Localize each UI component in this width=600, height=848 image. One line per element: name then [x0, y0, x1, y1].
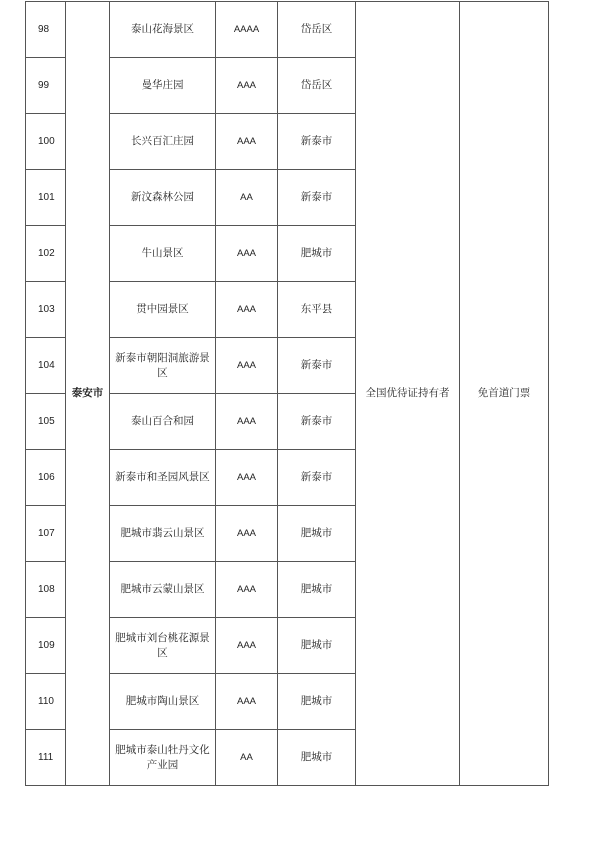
row-number: 98: [26, 2, 66, 58]
scenic-level: AAAA: [216, 2, 278, 58]
table-row: [26, 2, 549, 58]
scenic-level: AAA: [216, 394, 278, 450]
scenic-level: AAA: [216, 226, 278, 282]
table-body: [26, 2, 549, 786]
scenic-spot-name: 曼华庄园: [110, 58, 216, 114]
scenic-level: AAA: [216, 282, 278, 338]
scenic-spot-name: 肥城市翡云山景区: [110, 506, 216, 562]
scenic-level: AAA: [216, 674, 278, 730]
row-number: 103: [26, 282, 66, 338]
scenic-spot-name: 新泰市朝阳洞旅游景区: [110, 338, 216, 394]
row-number: 102: [26, 226, 66, 282]
district-cell: 岱岳区: [278, 2, 356, 58]
eligible-group-cell: 全国优待证持有者: [356, 2, 460, 786]
scenic-spot-name: 新汶森林公园: [110, 170, 216, 226]
district-cell: 新泰市: [278, 338, 356, 394]
row-number: 105: [26, 394, 66, 450]
row-number: 99: [26, 58, 66, 114]
scenic-level: AA: [216, 170, 278, 226]
district-cell: 肥城市: [278, 618, 356, 674]
district-cell: 肥城市: [278, 562, 356, 618]
scenic-level: AAA: [216, 114, 278, 170]
scenic-spot-name: 肥城市云蒙山景区: [110, 562, 216, 618]
scenic-spot-name: 牛山景区: [110, 226, 216, 282]
scenic-spot-name: 肥城市泰山牡丹文化产业园: [110, 730, 216, 786]
row-number: 110: [26, 674, 66, 730]
district-cell: 肥城市: [278, 730, 356, 786]
scenic-spot-name: 肥城市陶山景区: [110, 674, 216, 730]
district-cell: 肥城市: [278, 226, 356, 282]
row-number: 101: [26, 170, 66, 226]
scenic-level: AAA: [216, 58, 278, 114]
scenic-level: AAA: [216, 506, 278, 562]
scenic-spot-name: 贯中园景区: [110, 282, 216, 338]
district-cell: 肥城市: [278, 506, 356, 562]
row-number: 106: [26, 450, 66, 506]
row-number: 109: [26, 618, 66, 674]
district-cell: 新泰市: [278, 394, 356, 450]
scenic-spot-name: 泰山百合和园: [110, 394, 216, 450]
district-cell: 新泰市: [278, 450, 356, 506]
scenic-level: AAA: [216, 450, 278, 506]
row-number: 108: [26, 562, 66, 618]
row-number: 100: [26, 114, 66, 170]
scenic-level: AAA: [216, 562, 278, 618]
row-number: 107: [26, 506, 66, 562]
district-cell: 新泰市: [278, 114, 356, 170]
scenic-level: AAA: [216, 618, 278, 674]
scenic-level: AA: [216, 730, 278, 786]
benefit-cell: 免首道门票: [460, 2, 549, 786]
scenic-spot-name: 长兴百汇庄园: [110, 114, 216, 170]
district-cell: 东平县: [278, 282, 356, 338]
city-cell: 泰安市: [66, 2, 110, 786]
row-number: 104: [26, 338, 66, 394]
district-cell: 肥城市: [278, 674, 356, 730]
district-cell: 岱岳区: [278, 58, 356, 114]
scenic-spot-name: 泰山花海景区: [110, 2, 216, 58]
row-number: 111: [26, 730, 66, 786]
scenic-spot-name: 新泰市和圣园风景区: [110, 450, 216, 506]
scenic-level: AAA: [216, 338, 278, 394]
scenic-spot-table: [25, 1, 549, 786]
district-cell: 新泰市: [278, 170, 356, 226]
scenic-spot-name: 肥城市刘台桃花源景区: [110, 618, 216, 674]
